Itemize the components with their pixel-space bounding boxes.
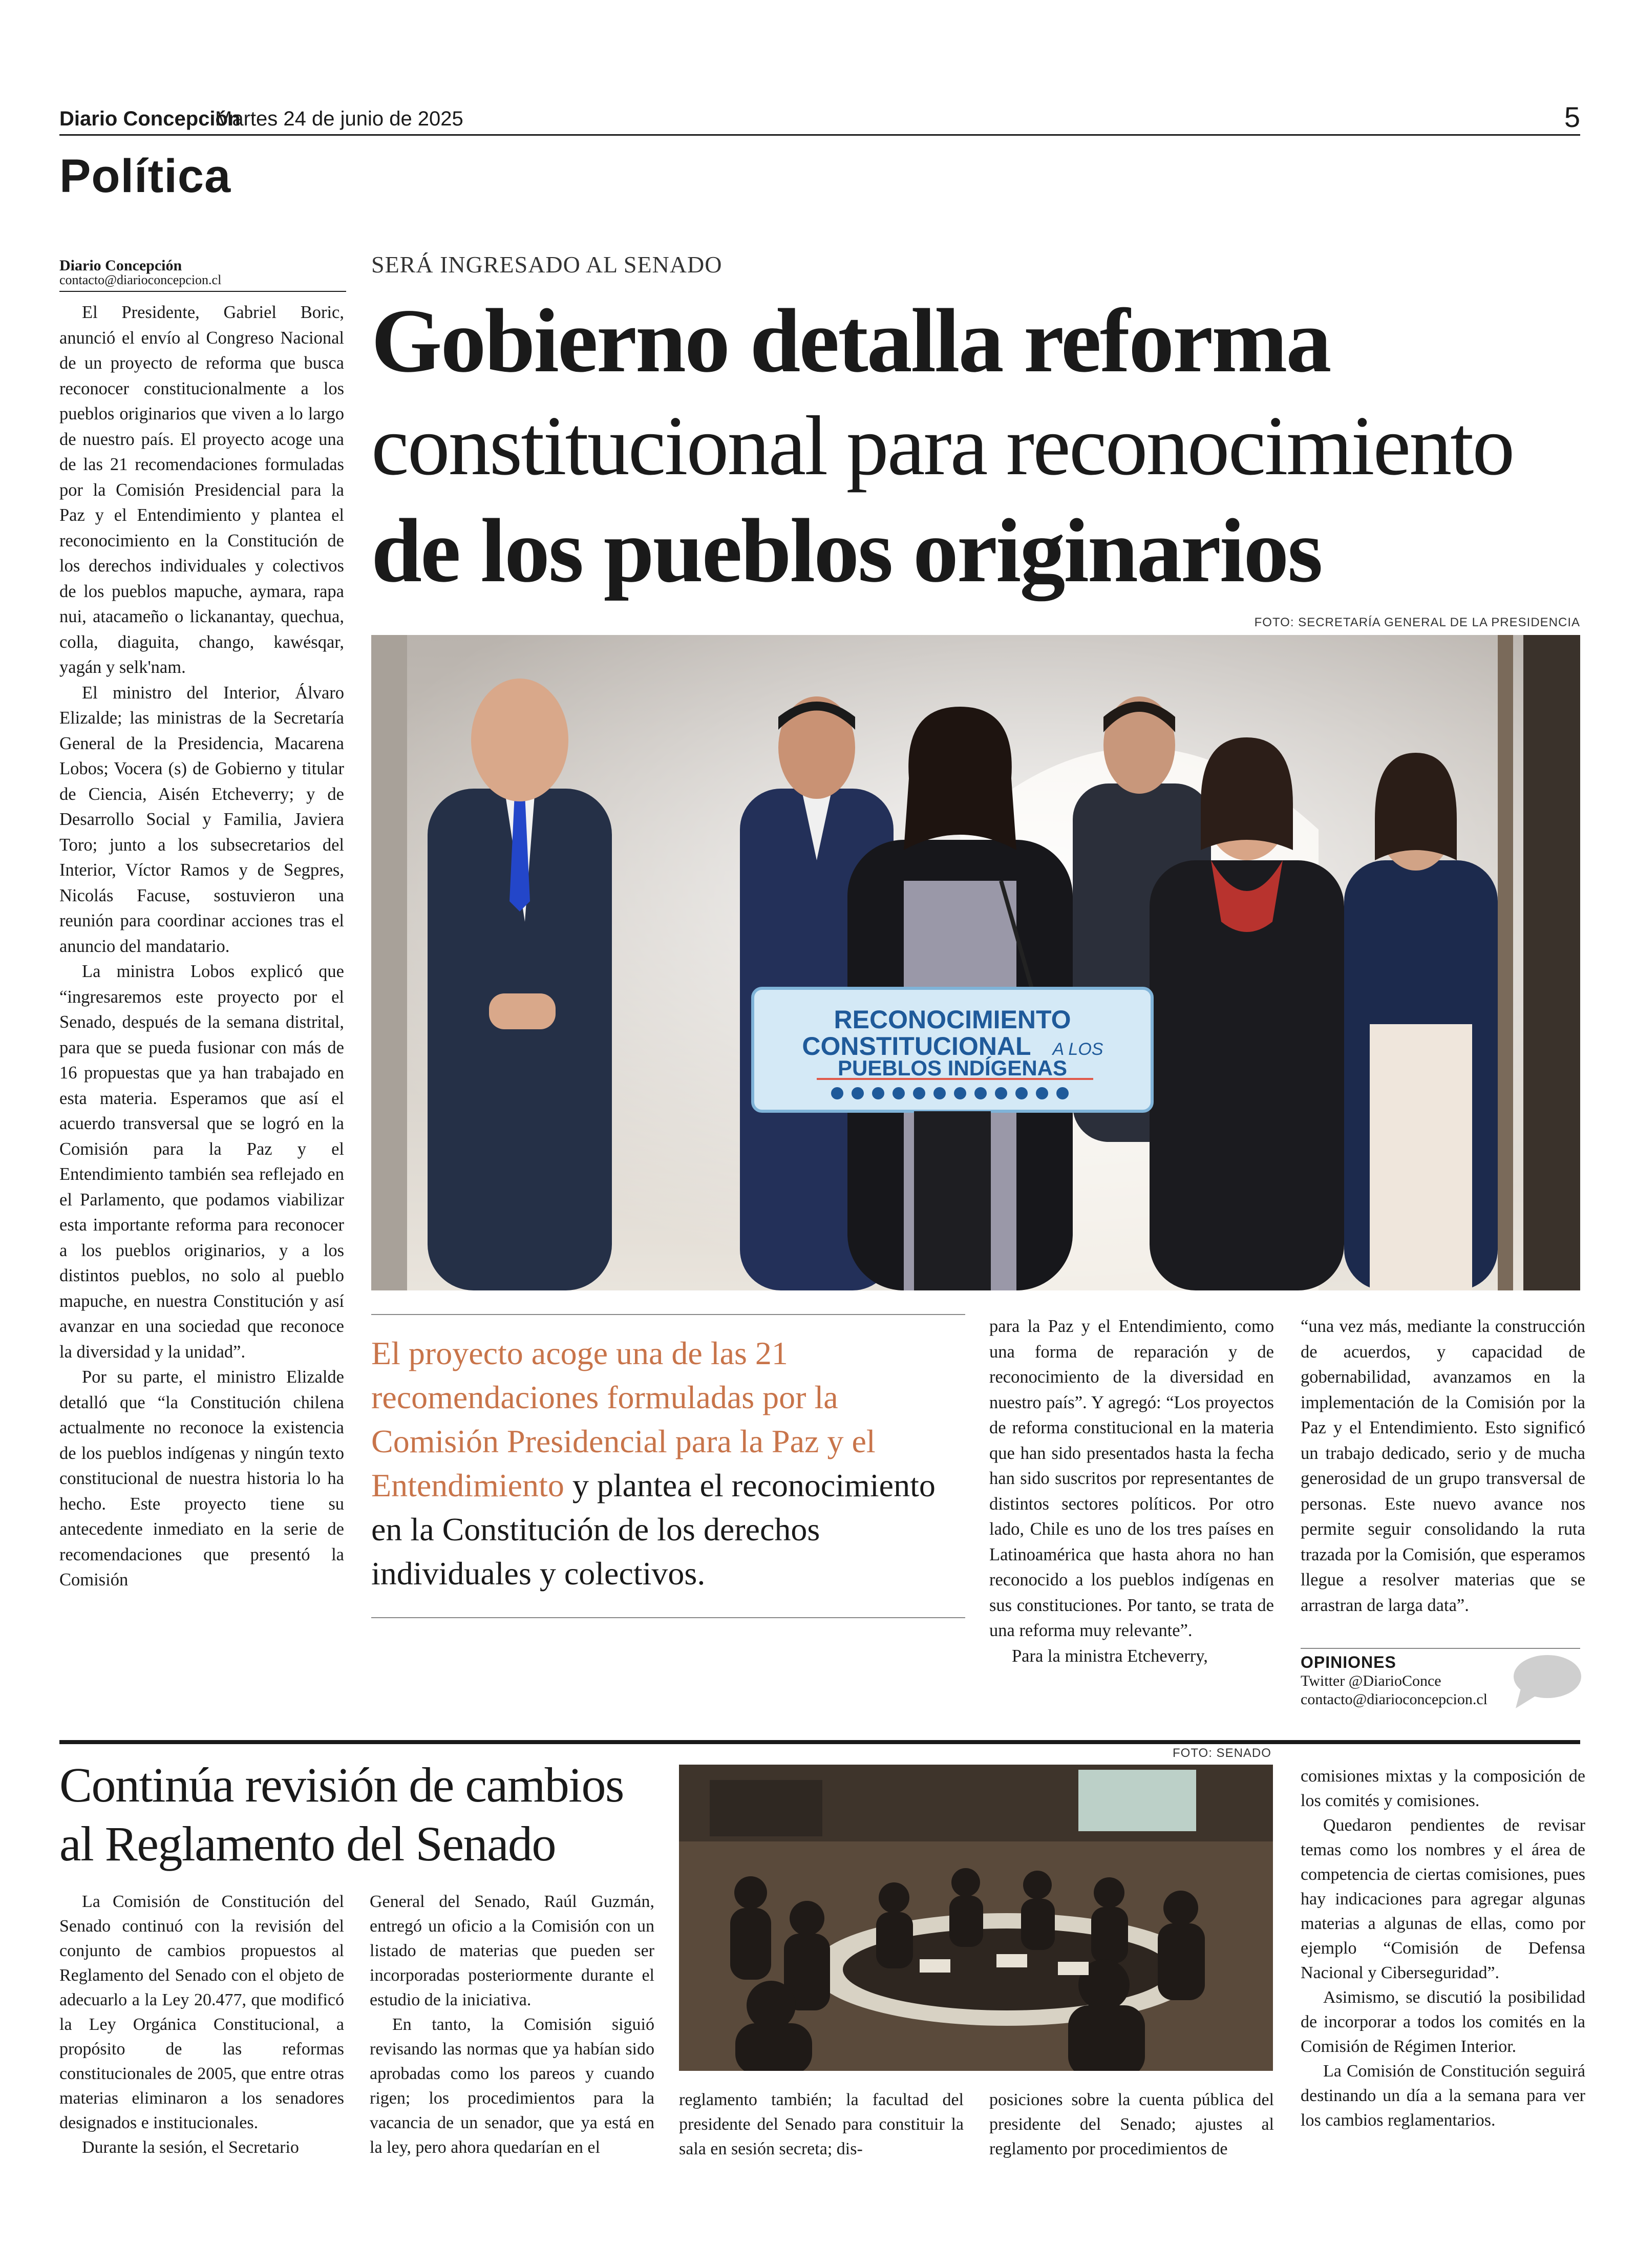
paragraph: General del Senado, Raúl Guzmán, entregó un oficio a la Comisión con un listado de materias que pueden ser incorporadas posteriormente durante el estudio de la iniciativa. bbox=[370, 1892, 654, 2009]
section-title: Política bbox=[59, 150, 231, 202]
paragraph: Para la ministra Etcheverry, bbox=[1012, 1646, 1208, 1666]
headline-line-2: constitucional para reconocimiento bbox=[371, 398, 1514, 493]
issue-date: Martes 24 de junio de 2025 bbox=[215, 108, 463, 130]
main-photo bbox=[371, 635, 1580, 1290]
senado-photo-credit: FOTO: SENADO bbox=[1173, 1746, 1271, 1760]
newspaper-name: Diario Concepción bbox=[59, 108, 241, 130]
pullquote-rule-top bbox=[371, 1314, 965, 1315]
bottom-column-4 bbox=[989, 2088, 1274, 2180]
article-column-4 bbox=[1301, 1314, 1585, 1652]
byline-email: contacto@diarioconcepcion.cl bbox=[59, 272, 222, 287]
senado-photo bbox=[679, 1765, 1273, 2071]
paragraph: posiciones sobre la cuenta pública del presidente del Senado; ajustes al reglamento por procedimientos de bbox=[989, 2090, 1274, 2158]
bottom-article-rule bbox=[59, 1740, 1580, 1744]
bottom-column-2 bbox=[370, 1890, 654, 2176]
byline-rule bbox=[59, 291, 346, 292]
pullquote-rule-bottom bbox=[371, 1617, 965, 1618]
bottom-column-3 bbox=[679, 2088, 964, 2180]
speech-bubble-icon bbox=[1511, 1653, 1582, 1709]
page-number: 5 bbox=[1564, 101, 1580, 133]
paragraph: La Comisión de Constitución seguirá destinando un día a la semana para ver los cambios reglamentarios. bbox=[1301, 2062, 1585, 2130]
article-column-3 bbox=[989, 1314, 1274, 1713]
paragraph: para la Paz y el Entendimiento, como una forma de reparación y de reconocimiento de la diversidad en nuestro país”. Y agregó: “Los proyectos de reforma constitucional en la materia que han sido presentados hasta la fecha han sido suscritos por representantes de distintos sectores políticos. Por otro lado, Chile es uno de los tres países en Latinoamérica que hasta ahora no han reconocido a los pueblos indígenas en sus constituciones. Por tanto, se trata de una reforma muy relevante”. bbox=[989, 1317, 1274, 1640]
paragraph: Durante la sesión, el Secretario bbox=[82, 2138, 299, 2157]
podium-text-3: PUEBLOS INDÍGENAS bbox=[837, 1056, 1068, 1080]
pullquote-highlight: El proyecto acoge una de las 21 recomendaciones formuladas por la Comisión Presidencial para la Paz y el Entendimiento bbox=[371, 1335, 876, 1503]
bottom-column-1 bbox=[59, 1890, 344, 2176]
photo-credit: FOTO: SECRETARÍA GENERAL DE LA PRESIDENCIA bbox=[1254, 616, 1580, 629]
opiniones-title: OPINIONES bbox=[1301, 1653, 1396, 1671]
paragraph: El Presidente, Gabriel Boric, anunció el envío al Congreso Nacional de un proyecto de reforma que busca reconocer constitucionalmente a los pueblos originarios que viven a lo largo de nuestro país. El proyecto acoge una de las 21 recomendaciones formuladas por la Comisión Presidencial para la Paz y el Entendimiento y plantea el reconocimiento en la Constitución de los derechos individuales y colectivos de los pueblos mapuche, aymara, rapa nui, atacameño o lickanantay, quechua, colla, diaguita, chango, kawésqar, yagán y selk'nam. bbox=[59, 303, 344, 677]
paragraph: Asimismo, se discutió la posibilidad de incorporar a todos los comités en la Comisión de Régimen Interior. bbox=[1301, 1988, 1585, 2056]
paragraph: En tanto, la Comisión siguió revisando las normas que ya habían sido aprobadas como los pareos y cuando rigen; los procedimientos para la vacancia de un senador, que ya está en la ley, pero ahora quedarían en el bbox=[370, 2015, 654, 2157]
paragraph: Por su parte, el ministro Elizalde detalló que “la Constitución chilena actualmente no reconoce la existencia de los pueblos indígenas y ningún texto constitucional de nuestra historia lo ha hecho. Este proyecto tiene su antecedente inmediato en la serie de recomendaciones que presentó la Comisión bbox=[59, 1367, 344, 1589]
headline-line-1: Gobierno detalla reforma bbox=[371, 290, 1330, 391]
bottom-headline-line-1: Continúa revisión de cambios bbox=[59, 1757, 624, 1812]
podium-text-1: RECONOCIMIENTO bbox=[834, 1005, 1071, 1034]
header-rule bbox=[59, 134, 1580, 136]
article-kicker: SERÁ INGRESADO AL SENADO bbox=[371, 251, 723, 278]
committee-meeting-illustration bbox=[679, 1765, 1273, 2071]
paragraph: La ministra Lobos explicó que “ingresaremos este proyecto por el Senado, después de la semana distrital, para que se pueda fusionar con más de 16 propuestas que ya han trabajado en esta materia. Esperamos que así el acuerdo transversal que se logró en la Comisión para la Paz y el Entendimiento también sea reflejado en el Parlamento, que podamos viabilizar esta importante reforma para reconocer a los pueblos originarios, y a los distintos pueblos, no solo al pueblo mapuche, en nuestra Constitución y así avanzar en una sociedad que reconoce la diversidad y la unidad”. bbox=[59, 962, 344, 1362]
byline-name: Diario Concepción bbox=[59, 257, 182, 274]
paragraph: La Comisión de Constitución del Senado continuó con la revisión del conjunto de cambios propuestos al Reglamento del Senado con el objeto de adecuarlo a la Ley 20.477, que modificó la Ley Orgánica Constitucional, a propósito de las reformas constitucionales de 2005, que entre otras materias eliminaron a los senadores designados e institucionales. bbox=[59, 1892, 344, 2132]
paragraph: El ministro del Interior, Álvaro Elizalde; las ministras de la Secretaría General de la Presidencia, Macarena Lobos; Vocera (s) de Gobierno y titular de Ciencia, Aisén Etcheverry; y de Desarrollo Social y Familia, Javiera Toro; junto a los subsecretarios del Interior, Víctor Ramos y de Segpres, Nicolás Facuse, sostuvieron una reunión para coordinar acciones tras el anuncio del mandatario. bbox=[59, 683, 344, 956]
paragraph: Quedaron pendientes de revisar temas como los nombres y el área de competencia de ciertas comisiones, pues hay indicaciones para agregar algunas materias a algunas de ellas, como por ejemplo “Comisión de Defensa Nacional y Ciberseguridad”. bbox=[1301, 1816, 1585, 1982]
bottom-column-5 bbox=[1301, 1764, 1585, 2184]
podium-text-2b: A LOS bbox=[1052, 1040, 1103, 1059]
paragraph: “una vez más, mediante la construcción de acuerdos, y capacidad de gobernabilidad, avanzamos en la implementación de la Comisión por la Paz y el Entendimiento. Esto significó un trabajo dedicado, serio y de mucha generosidad de un grupo transversal de personas. Este nuevo avance nos permite seguir consolidando la ruta trazada por la Comisión, que esperamos llegue a resolver materias que se arrastran de larga data”. bbox=[1301, 1317, 1585, 1615]
opiniones-email: contacto@diarioconcepcion.cl bbox=[1301, 1691, 1488, 1708]
opiniones-rule bbox=[1301, 1648, 1580, 1649]
paragraph: comisiones mixtas y la composición de los comités y comisiones. bbox=[1301, 1767, 1585, 1810]
opiniones-twitter: Twitter @DiarioConce bbox=[1301, 1672, 1441, 1689]
podium-text-2: CONSTITUCIONAL bbox=[802, 1032, 1031, 1061]
headline-line-3: de los pueblos originarios bbox=[371, 500, 1322, 601]
pullquote bbox=[371, 1331, 955, 1596]
press-conference-illustration bbox=[371, 635, 1580, 1290]
pullquote-text: y plantea el reconocimiento en la Constitución de los derechos individuales y colectivos. bbox=[371, 1467, 936, 1592]
bottom-headline-line-2: al Reglamento del Senado bbox=[59, 1816, 556, 1871]
paragraph: reglamento también; la facultad del presidente del Senado para constituir la sala en sesión secreta; dis- bbox=[679, 2090, 964, 2158]
article-column-1 bbox=[59, 300, 344, 1713]
